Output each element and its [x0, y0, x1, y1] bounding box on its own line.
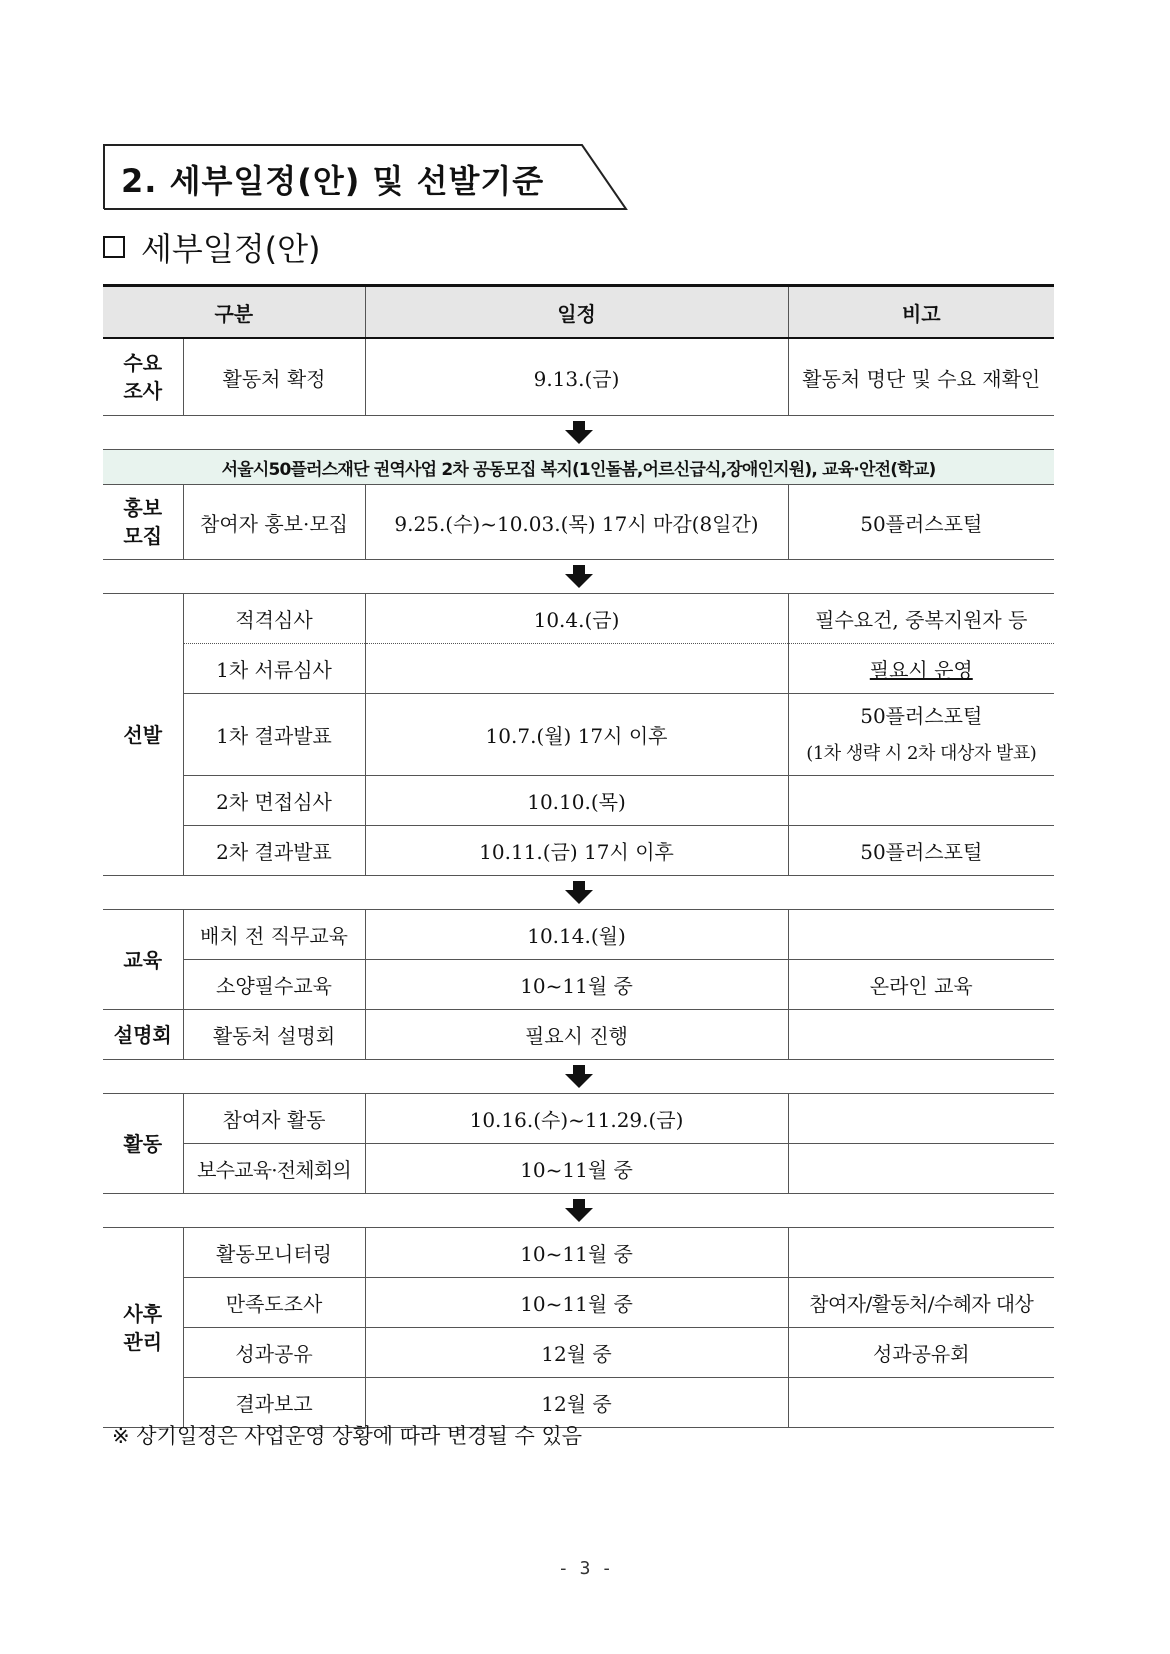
section-title-text: 2. 세부일정(안) 및 선발기준 [121, 162, 545, 200]
item-cell: 활동모니터링 [183, 1228, 365, 1278]
arrow-row [103, 1194, 1054, 1228]
down-arrow-icon [564, 881, 594, 905]
category-line: 모집 [123, 524, 163, 548]
arrow-row [103, 876, 1054, 910]
note-cell [788, 776, 1054, 826]
date-cell: 10.4.(금) [365, 594, 788, 644]
table-row [103, 485, 1054, 560]
category-line: 홍보 [123, 496, 163, 520]
date-cell [365, 644, 788, 694]
arrow-row [103, 1060, 1054, 1094]
category-selection: 선발 [103, 594, 183, 876]
category-line: 조사 [123, 379, 163, 403]
item-cell: 1차 서류심사 [183, 644, 365, 694]
arrow-cell [103, 560, 1054, 594]
section-title [103, 144, 628, 210]
table-header-row [103, 286, 1054, 339]
date-cell: 10.7.(월) 17시 이후 [365, 694, 788, 776]
arrow-cell [103, 1060, 1054, 1094]
header-category: 구분 [103, 286, 365, 339]
category-survey [103, 338, 183, 416]
note-cell [788, 1228, 1054, 1278]
header-note: 비고 [788, 286, 1054, 339]
table-row [103, 694, 1054, 776]
category-briefing: 설명회 [103, 1010, 183, 1060]
item-cell: 결과보고 [183, 1378, 365, 1428]
item-cell: 보수교육·전체회의 [183, 1144, 365, 1194]
down-arrow-icon [564, 1199, 594, 1223]
footnote: ※ 상기일정은 사업운영 상황에 따라 변경될 수 있음 [112, 1424, 583, 1448]
table-row [103, 1144, 1054, 1194]
arrow-row [103, 560, 1054, 594]
table-row [103, 594, 1054, 644]
note-cell: 활동처 명단 및 수요 재확인 [788, 338, 1054, 416]
note-cell [788, 644, 1054, 694]
note-cell: 참여자/활동처/수혜자 대상 [788, 1278, 1054, 1328]
item-cell: 소양필수교육 [183, 960, 365, 1010]
category-line: 사후 [123, 1301, 163, 1326]
note-cell [788, 694, 1054, 776]
note-cell: 온라인 교육 [788, 960, 1054, 1010]
date-cell: 10.16.(수)~11.29.(금) [365, 1094, 788, 1144]
date-cell: 10~11월 중 [365, 960, 788, 1010]
header-schedule: 일정 [365, 286, 788, 339]
item-cell: 만족도조사 [183, 1278, 365, 1328]
category-line: 수요 [123, 351, 163, 375]
item-cell: 성과공유 [183, 1328, 365, 1378]
table-row [103, 644, 1054, 694]
table-row [103, 338, 1054, 416]
category-education: 교육 [103, 910, 183, 1010]
down-arrow-icon [564, 421, 594, 445]
date-cell: 필요시 진행 [365, 1010, 788, 1060]
item-cell: 2차 면접심사 [183, 776, 365, 826]
arrow-row [103, 416, 1054, 450]
arrow-cell [103, 876, 1054, 910]
empty-box-icon [103, 236, 125, 258]
note-cell: 50플러스포털 [788, 485, 1054, 560]
category-line: 관리 [123, 1329, 163, 1354]
note-cell [788, 1144, 1054, 1194]
date-cell: 12월 중 [365, 1328, 788, 1378]
table-row [103, 1228, 1054, 1278]
note-cell [788, 910, 1054, 960]
category-followup [103, 1228, 183, 1428]
down-arrow-icon [564, 1065, 594, 1089]
item-cell: 참여자 홍보·모집 [183, 485, 365, 560]
note-line: 50플러스포털 [860, 703, 983, 728]
schedule-table [103, 284, 1054, 1428]
arrow-cell [103, 1194, 1054, 1228]
table-row [103, 960, 1054, 1010]
category-activity: 활동 [103, 1094, 183, 1194]
note-cell [788, 1378, 1054, 1428]
table-row [103, 776, 1054, 826]
date-cell: 10.10.(목) [365, 776, 788, 826]
note-cell [788, 1094, 1054, 1144]
item-cell: 적격심사 [183, 594, 365, 644]
item-cell: 2차 결과발표 [183, 826, 365, 876]
banner-text: 서울시50플러스재단 권역사업 2차 공동모집 복지(1인돌봄,어르신급식,장애인지원), 교육·안전(학교) [103, 450, 1054, 485]
item-cell: 1차 결과발표 [183, 694, 365, 776]
note-cell: 성과공유회 [788, 1328, 1054, 1378]
item-cell: 배치 전 직무교육 [183, 910, 365, 960]
table-row [103, 826, 1054, 876]
sub-heading [103, 224, 321, 270]
note-underlined: 필요시 운영 [869, 658, 973, 682]
page-number: - 3 - [557, 1558, 613, 1579]
table-row [103, 1328, 1054, 1378]
date-cell: 10~11월 중 [365, 1278, 788, 1328]
note-line: (1차 생략 시 2차 대상자 발표) [806, 742, 1037, 764]
date-cell: 12월 중 [365, 1378, 788, 1428]
item-cell: 활동처 설명회 [183, 1010, 365, 1060]
table-row [103, 1010, 1054, 1060]
item-cell: 활동처 확정 [183, 338, 365, 416]
table-row [103, 1094, 1054, 1144]
sub-heading-label: 세부일정(안) [141, 230, 321, 268]
note-cell: 50플러스포털 [788, 826, 1054, 876]
date-cell: 10~11월 중 [365, 1228, 788, 1278]
arrow-cell [103, 416, 1054, 450]
table-row [103, 1278, 1054, 1328]
date-cell: 9.13.(금) [365, 338, 788, 416]
date-cell: 10.14.(월) [365, 910, 788, 960]
table-row [103, 910, 1054, 960]
down-arrow-icon [564, 565, 594, 589]
category-recruit [103, 485, 183, 560]
date-cell: 10~11월 중 [365, 1144, 788, 1194]
item-cell: 참여자 활동 [183, 1094, 365, 1144]
date-cell: 9.25.(수)~10.03.(목) 17시 마감(8일간) [365, 485, 788, 560]
note-cell [788, 1010, 1054, 1060]
date-cell: 10.11.(금) 17시 이후 [365, 826, 788, 876]
note-cell: 필수요건, 중복지원자 등 [788, 594, 1054, 644]
banner-row [103, 450, 1054, 485]
